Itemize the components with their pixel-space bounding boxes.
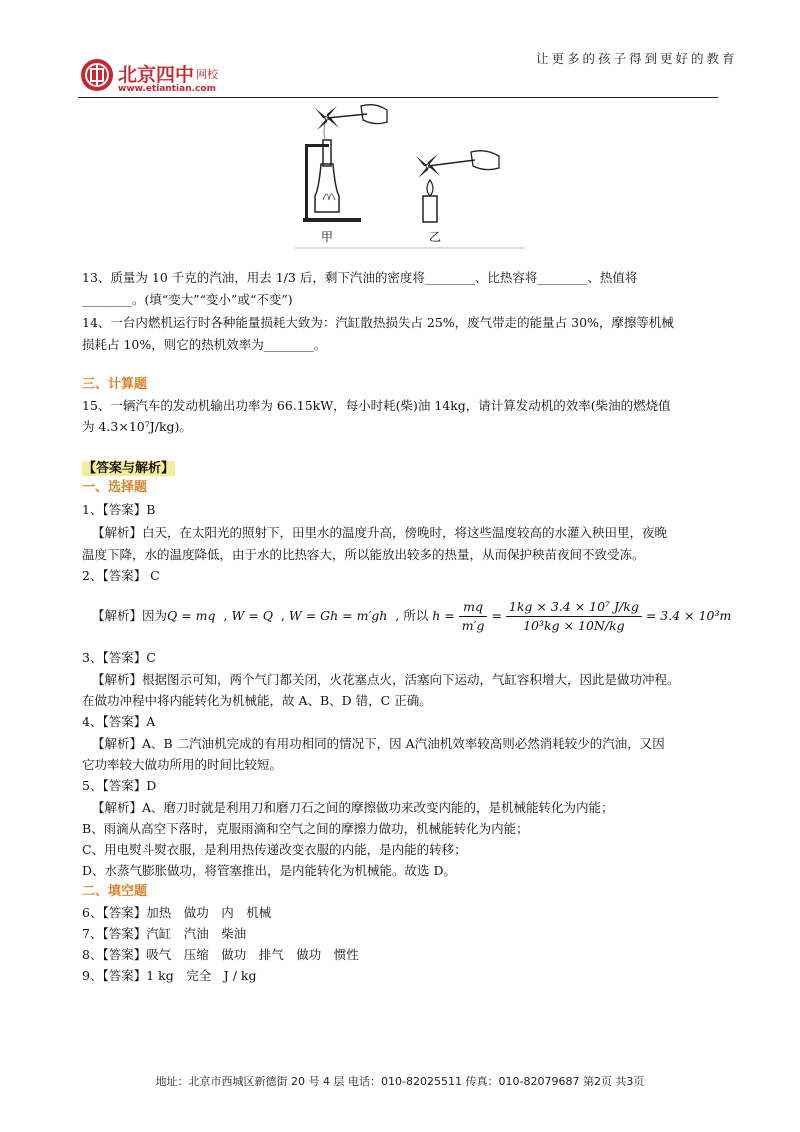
text-line: 【解析】A、磨刀时就是利用刀和磨刀石之间的摩擦做功来改变内能的，是机械能转化为内能；	[92, 800, 614, 815]
fraction-1	[459, 598, 488, 635]
formula-h: h =	[432, 608, 455, 623]
text-line: ________。(填“变大”“变小”或“不变”)	[82, 292, 293, 307]
text-line: 13、质量为 10 千克的汽油，用去 1/3 后，剩下汽油的密度将________、比热容将________、热值将	[82, 270, 638, 285]
text-line: 14、一台内燃机运行时各种能量损耗大致为：汽缸散热损失占 25%，废气带走的能量占 30%，摩擦等机械	[82, 315, 674, 330]
text-line: D、水蒸气膨胀做功，将管塞推出，是内能转化为机械能。故选 D。	[82, 863, 457, 878]
text-line: 它功率较大做功所用的时间比较短。	[82, 757, 283, 772]
text-line: 5、【答案】D	[82, 778, 157, 793]
formula-prefix: 【解析】因为	[92, 608, 168, 623]
formula-w: W = Q	[231, 608, 273, 623]
answers-banner: 【答案与解析】	[83, 461, 175, 476]
text-line: 2、【答案】 C	[82, 568, 160, 583]
figure-label-a: 甲	[321, 230, 334, 244]
slogan: 让更多的孩子得到更好的教育	[536, 51, 738, 66]
formula-result: = 3.4 × 10³m	[645, 608, 732, 623]
text-line: B、雨滴从高空下落时，克服雨滴和空气之间的摩擦力做功，机械能转化为内能；	[82, 821, 529, 836]
answers-banner-wrap	[82, 458, 175, 478]
section-heading-fill: 二、填空题	[82, 884, 148, 899]
figure-label-b: 乙	[429, 230, 442, 244]
text-line: 4、【答案】A	[82, 714, 156, 729]
formula-line: 【解析】因为Q = mq , W = Q , W = Gh = m′gh , 所以 h = $\frac{mq}{m'g}$ = $\frac{\text{1kg × 3.4 × 10⁷ J/kg}}{\text{10³kg × 10N/kg}}$ = 3.4 × 10³m	[92, 599, 732, 633]
formula-w2: W = Gh = m′gh	[288, 608, 388, 623]
text-line: 1、【答案】B	[82, 502, 156, 517]
logo-name: 北京四中	[118, 64, 195, 86]
text-line: 15、一辆汽车的发动机输出功率为 66.15kW，每小时耗(柴)油 14kg，请计算发动机的效率(柴油的燃烧值	[82, 398, 671, 413]
text-line: 在做功冲程中将内能转化为机械能，故 A、B、D 错，C 正确。	[82, 693, 432, 708]
fraction-2-numerator: 1kg × 3.4 × 10⁷ J/kg	[506, 598, 642, 617]
header-divider	[78, 97, 718, 98]
text-line: C、用电熨斗熨衣服，是利用热传递改变衣服的内能，是内能的转移；	[82, 842, 467, 857]
formula-so: 所以	[403, 608, 429, 623]
text-line: 【解析】白天，在太阳光的照射下，田里水的温度升高，傍晚时，将这些温度较高的水灌入秧田里，夜晚	[92, 525, 668, 540]
section-heading-choice: 一、选择题	[82, 480, 148, 495]
text-line: 【解析】根据图示可知，两个气门都关闭，火花塞点火，活塞向下运动，气缸容积增大，因此是做功冲程。	[92, 672, 680, 687]
logo-sub: 网校	[196, 68, 218, 81]
logo-url: www.etiantian.com	[118, 84, 216, 94]
text-line: 为 4.3×10⁷J/kg)。	[82, 419, 192, 434]
school-logo-icon	[80, 58, 114, 92]
text-line: 6、【答案】加热 做功 内 机械	[82, 905, 272, 920]
text-line: 9、【答案】1 kg 完全 J / kg	[82, 968, 257, 983]
formula-equals: =	[491, 608, 502, 623]
text-line: 损耗占 10%，则它的热机效率为________。	[82, 337, 327, 352]
section-heading-calc: 三、计算题	[82, 377, 148, 392]
text-line: 【解析】A、B 二汽油机完成的有用功相同的情况下，因 A汽油机效率较高则必然消耗较少的汽油，又因	[92, 736, 665, 751]
page-footer: 地址：北京市西城区新德街 20 号 4 层 电话：010-82025511 传真：010-82079687 第2页 共3页	[155, 1075, 645, 1088]
text-line: 温度下降，水的温度降低，由于水的比热容大，所以能放出较多的热量，从而保护秧苗夜间不致受冻。	[82, 547, 645, 562]
text-line: 7、【答案】汽缸 汽油 柴油	[82, 926, 247, 941]
fraction-2	[506, 598, 642, 635]
text-line: 8、【答案】吸气 压缩 做功 排气 做功 惯性	[82, 947, 359, 962]
formula-q: Q = mq	[167, 608, 216, 623]
fraction-1-numerator: mq	[459, 598, 488, 617]
fraction-1-denominator: m′g	[461, 618, 485, 633]
text-line: 3、【答案】C	[82, 650, 156, 665]
fraction-2-denominator: 10³kg × 10N/kg	[523, 618, 625, 633]
